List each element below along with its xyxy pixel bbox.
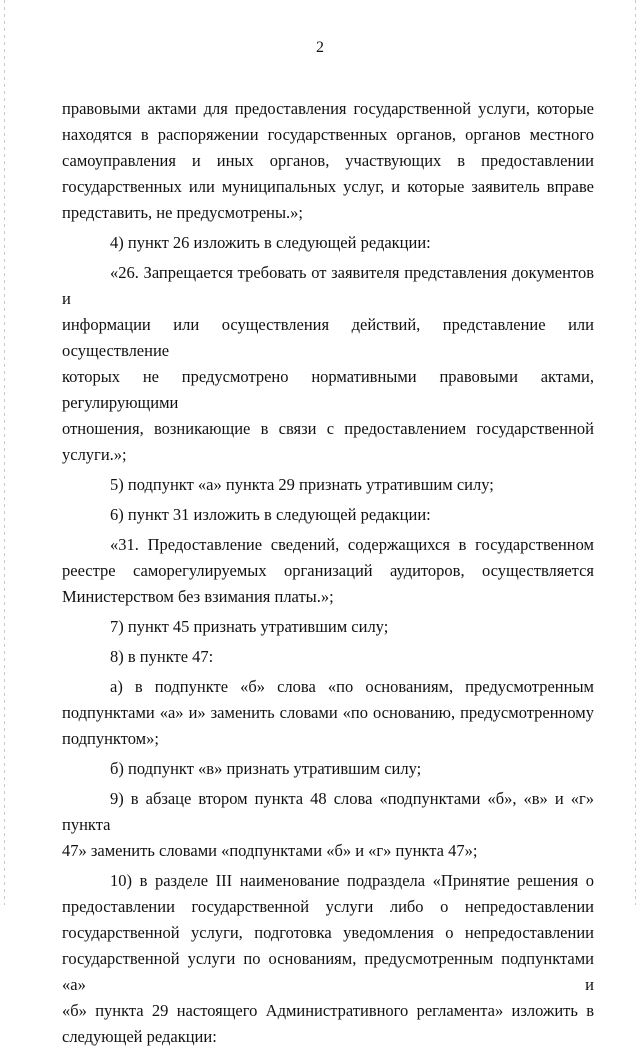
text-line: представить, не предусмотрены.»; [62,203,304,222]
text-line: 47» заменить словами «подпунктами «б» и «г» пункта 47»; [62,841,478,860]
text-line: б) подпункт «в» признать утратившим силу; [110,759,422,778]
paragraph [62,96,594,226]
paragraph [62,260,594,468]
text-line: государственной услуги по основаниям, предусмотренным подпунктами «а» и [62,949,594,994]
paragraph [62,532,594,610]
paragraph [62,786,594,864]
scan-edge-left [4,0,5,905]
page-number: 2 [316,39,324,56]
paragraph [62,868,594,1050]
text-line: «31. Предоставление сведений, содержащихся в государственном [110,535,594,554]
text-line: следующей редакции: [62,1027,217,1046]
paragraph [62,674,594,752]
text-line: 6) пункт 31 изложить в следующей редакции: [110,505,431,524]
text-line: подпунктом»; [62,729,159,748]
text-line: «б» пункта 29 настоящего Административного регламента» изложить в [62,1001,594,1020]
text-line: Министерством без взимания платы.»; [62,587,334,606]
text-line: информации или осуществления действий, представление или осуществление [62,315,594,360]
text-line: 5) подпункт «а» пункта 29 признать утратившим силу; [110,475,494,494]
text-line: 10) в разделе III наименование подраздела «Принятие решения о [110,871,594,890]
document-body [62,96,594,1050]
paragraph [62,472,594,498]
text-line: правовыми актами для предоставления государственной услуги, которые [62,99,594,118]
text-line: самоуправления и иных органов, участвующих в предоставлении [62,151,594,170]
text-line: 9) в абзаце втором пункта 48 слова «подпунктами «б», «в» и «г» пункта [62,789,594,834]
text-line: 8) в пункте 47: [110,647,214,666]
text-line: отношения, возникающие в связи с предоставлением государственной услуги.»; [62,419,594,464]
text-line: 7) пункт 45 признать утратившим силу; [110,617,389,636]
text-line: подпунктами «а» и» заменить словами «по основанию, предусмотренному [62,703,594,722]
paragraph [62,756,594,782]
text-line: «26. Запрещается требовать от заявителя представления документов и [62,263,594,308]
text-line: 4) пункт 26 изложить в следующей редакции: [110,233,431,252]
paragraph [62,644,594,670]
text-line: а) в подпункте «б» слова «по основаниям, предусмотренным [110,677,594,696]
paragraph [62,230,594,256]
paragraph [62,614,594,640]
text-line: реестре саморегулируемых организаций аудиторов, осуществляется [62,561,594,580]
paragraph [62,502,594,528]
scan-edge-right [635,0,636,905]
text-line: государственных или муниципальных услуг, и которые заявитель вправе [62,177,594,196]
text-line: государственной услуги, подготовка уведомления о непредоставлении [62,923,594,942]
text-line: предоставлении государственной услуги либо о непредоставлении [62,897,594,916]
text-line: находятся в распоряжении государственных органов, органов местного [62,125,594,144]
text-line: которых не предусмотрено нормативными правовыми актами, регулирующими [62,367,594,412]
